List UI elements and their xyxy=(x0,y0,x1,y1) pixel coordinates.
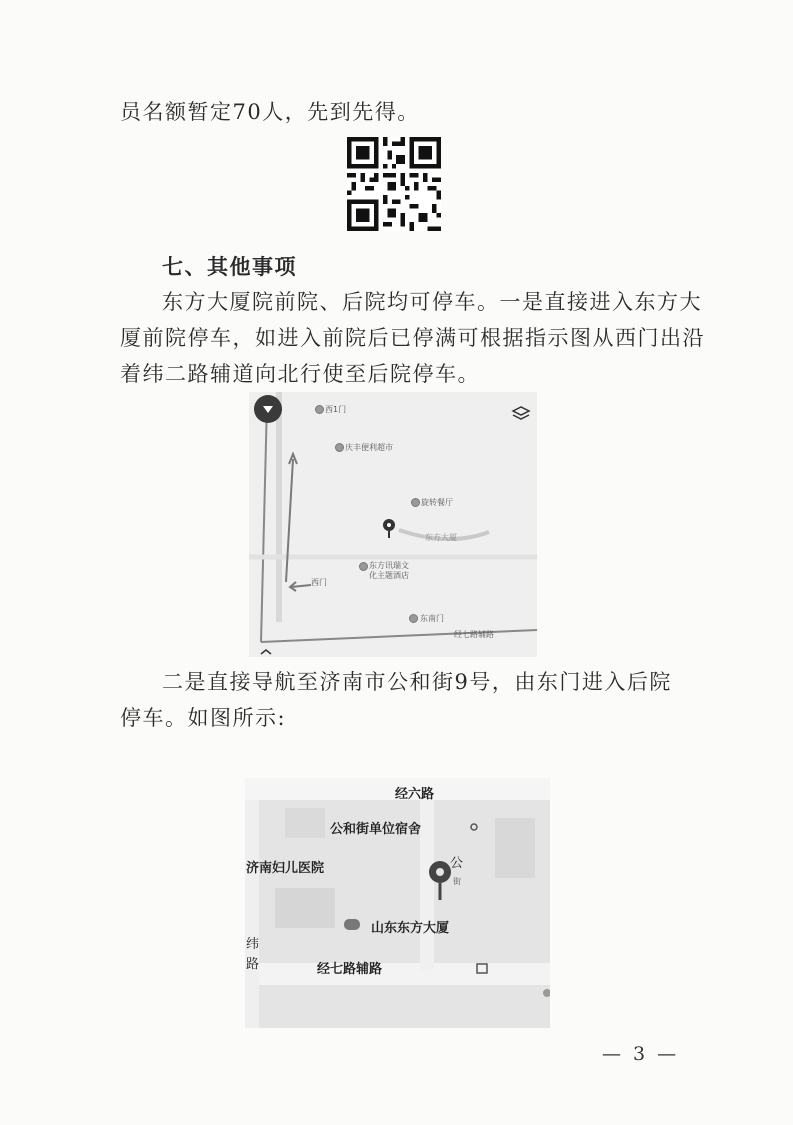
page-number: — 3 — xyxy=(602,1043,680,1065)
poi-marker-icon xyxy=(315,405,324,414)
navigation-map xyxy=(245,778,550,1028)
map-label-dongfang: 东方大厦 xyxy=(425,533,457,542)
map-label-jingqi-road: 经七路辅路 xyxy=(317,962,383,977)
map-label-lu: 路 xyxy=(246,957,260,972)
poi-marker-icon xyxy=(359,562,368,571)
map-label-west-gate: 西门 xyxy=(311,578,327,587)
map1-roads xyxy=(249,392,537,657)
parking-route-map xyxy=(249,392,537,657)
map-label-hospital: 济南妇儿医院 xyxy=(246,861,325,876)
map-label-supermarket: 庆丰便利超市 xyxy=(345,443,393,452)
text-line: 停车。如图所示: xyxy=(120,706,287,730)
map2-roads xyxy=(245,778,550,1028)
text-line-quota: 员名额暂定70人，先到先得。 xyxy=(120,100,420,124)
map-label-west-gate-top: 西1门 xyxy=(325,405,347,414)
map-label-building: 山东东方大厦 xyxy=(371,921,450,936)
map-label-hotel-line1: 东方讯瑞文 xyxy=(369,561,409,570)
map-label-restaurant: 旋转餐厅 xyxy=(421,498,453,507)
map-label-dormitory: 公和街单位宿舍 xyxy=(330,822,422,837)
poi-marker-icon xyxy=(335,443,344,452)
map-label-hotel-line2: 化主题酒店 xyxy=(369,571,409,580)
text-line: 厦前院停车，如进入前院后已停满可根据指示图从西门出沿 xyxy=(120,326,705,350)
poi-marker-icon xyxy=(409,614,418,623)
map-label-east-south-gate: 东南门 xyxy=(420,614,444,623)
text-line: 二是直接导航至济南市公和街9号，由东门进入后院 xyxy=(162,670,672,694)
map-label-jie: 街 xyxy=(453,877,461,886)
map-label-wei: 纬 xyxy=(246,937,260,952)
text-line: 东方大厦院前院、后院均可停车。一是直接进入东方大 xyxy=(162,290,702,314)
poi-marker-icon xyxy=(411,498,420,507)
text-line: 着纬二路辅道向北行使至后院停车。 xyxy=(120,362,480,386)
map-label-gong: 公 xyxy=(450,856,464,871)
map-label-jingliu-road: 经六路 xyxy=(395,787,435,802)
section-heading: 七、其他事项 xyxy=(162,255,297,279)
qr-code-icon xyxy=(347,137,441,231)
map-label-road: 经七路辅路 xyxy=(454,630,494,639)
